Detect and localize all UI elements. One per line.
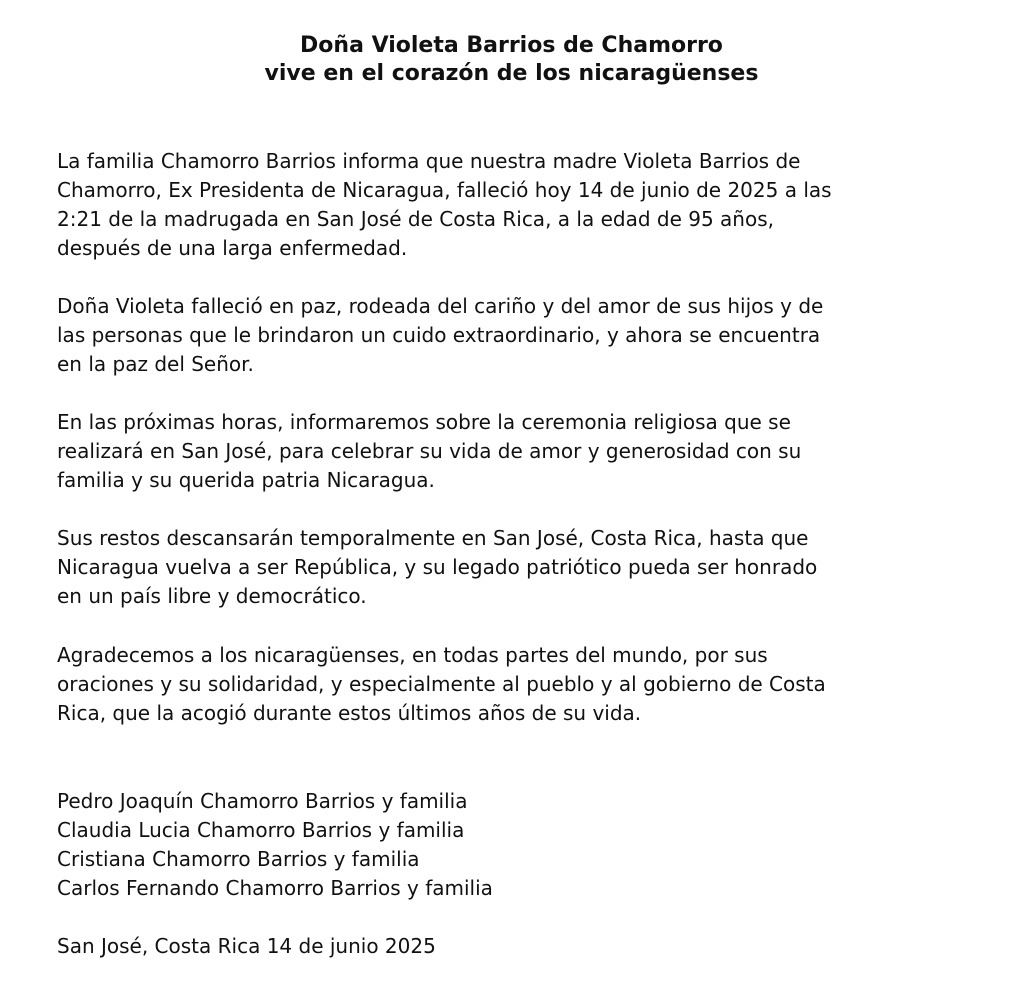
- paragraph-line: las personas que le brindaron un cuido extraordinario, y ahora se encuentra: [57, 323, 821, 347]
- signature-line: Cristiana Chamorro Barrios y familia: [57, 847, 420, 871]
- paragraph-line: Rica, que la acogió durante estos últimos años de su vida.: [57, 701, 642, 725]
- document-title-line-2: vive en el corazón de los nicaragüenses: [264, 61, 759, 86]
- paragraph-announcement: [57, 147, 1007, 263]
- paragraph-line: en la paz del Señor.: [57, 352, 254, 376]
- paragraph-line: en un país libre y democrático.: [57, 584, 367, 608]
- paragraph-line: En las próximas horas, informaremos sobre la ceremonia religiosa que se: [57, 410, 791, 434]
- paragraph-line: familia y su querida patria Nicaragua.: [57, 468, 435, 492]
- paragraph-line: realizará en San José, para celebrar su vida de amor y generosidad con su: [57, 439, 802, 463]
- paragraph-line: Sus restos descansarán temporalmente en San José, Costa Rica, hasta que: [57, 526, 809, 550]
- document-title-line-1: Doña Violeta Barrios de Chamorro: [300, 33, 723, 58]
- paragraph-line: La familia Chamorro Barrios informa que nuestra madre Violeta Barrios de: [57, 149, 801, 173]
- paragraph-line: Doña Violeta falleció en paz, rodeada del cariño y del amor de sus hijos y de: [57, 294, 824, 318]
- paragraph-gratitude: [57, 641, 1007, 728]
- paragraph-peace: [57, 292, 1007, 379]
- paragraph-line: después de una larga enfermedad.: [57, 236, 408, 260]
- paragraph-line: Nicaragua vuelva a ser República, y su legado patriótico pueda ser honrado: [57, 555, 818, 579]
- signature-list: [57, 787, 493, 903]
- place-date: San José, Costa Rica 14 de junio 2025: [57, 934, 436, 958]
- paragraph-ceremony: [57, 408, 1007, 495]
- paragraph-line: Agradecemos a los nicaragüenses, en todas partes del mundo, por sus: [57, 643, 768, 667]
- signature-line: Carlos Fernando Chamorro Barrios y familia: [57, 876, 493, 900]
- paragraph-remains: [57, 524, 1007, 611]
- paragraph-line: oraciones y su solidaridad, y especialmente al pueblo y al gobierno de Costa: [57, 672, 826, 696]
- signature-line: Claudia Lucia Chamorro Barrios y familia: [57, 818, 465, 842]
- paragraph-line: Chamorro, Ex Presidenta de Nicaragua, falleció hoy 14 de junio de 2025 a las: [57, 178, 832, 202]
- signature-line: Pedro Joaquín Chamorro Barrios y familia: [57, 789, 468, 813]
- paragraph-line: 2:21 de la madrugada en San José de Costa Rica, a la edad de 95 años,: [57, 207, 774, 231]
